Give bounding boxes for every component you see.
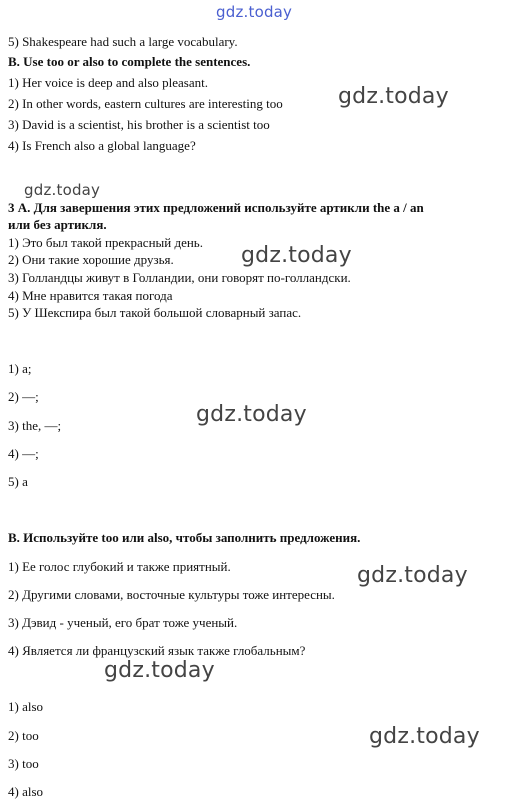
answer-a: 4) —; [8,446,39,461]
ru-a-item: 4) Мне нравится такая погода [8,288,173,303]
watermark: gdz.today [24,181,101,199]
answer-a: 3) the, —; [8,418,62,433]
ru-a-item: 5) У Шекспира был такой большой словарный запас. [8,305,302,320]
ru-b-item: 3) Дэвид - ученый, его брат тоже ученый. [8,615,238,630]
ru-a-item: 2) Они такие хорошие друзья. [8,252,174,267]
ru-heading-a-cont: или без артикля. [8,217,107,232]
ru-a-item: 3) Голландцы живут в Голландии, они говорят по-голландски. [8,270,351,285]
answer-b: 3) too [8,756,39,771]
watermark: gdz.today [104,658,215,683]
watermark: gdz.today [369,724,480,749]
watermark: gdz.today [241,243,352,268]
answer-b: 4) also [8,784,44,799]
ru-a-item: 1) Это был такой прекрасный день. [8,235,203,250]
en-b-item: 3) David is a scientist, his brother is a scientist too [8,117,270,132]
answer-a: 1) a; [8,361,32,376]
ru-b-item: 2) Другими словами, восточные культуры тоже интересны. [8,587,335,602]
ru-b-item: 4) Является ли французский язык также глобальным? [8,643,306,658]
en-item-5: 5) Shakespeare had such a large vocabulary. [8,34,238,49]
answer-a: 5) a [8,474,28,489]
en-b-item: 4) Is French also a global language? [8,138,196,153]
ru-heading-b: B. Используйте too или also, чтобы заполнить предложения. [8,530,361,545]
ru-heading-a: 3 А. Для завершения этих предложений используйте артикли the a / an [8,200,424,215]
watermark: gdz.today [338,84,449,109]
watermark: gdz.today [357,563,468,588]
en-b-item: 2) In other words, eastern cultures are interesting too [8,96,283,111]
answer-a: 2) —; [8,389,39,404]
answer-b: 2) too [8,728,39,743]
watermark: gdz.today [196,402,307,427]
en-b-item: 1) Her voice is deep and also pleasant. [8,75,208,90]
en-heading-b: B. Use too or also to complete the sentences. [8,54,251,69]
watermark-top: gdz.today [216,3,293,21]
answer-b: 1) also [8,699,44,714]
ru-b-item: 1) Ее голос глубокий и также приятный. [8,559,231,574]
